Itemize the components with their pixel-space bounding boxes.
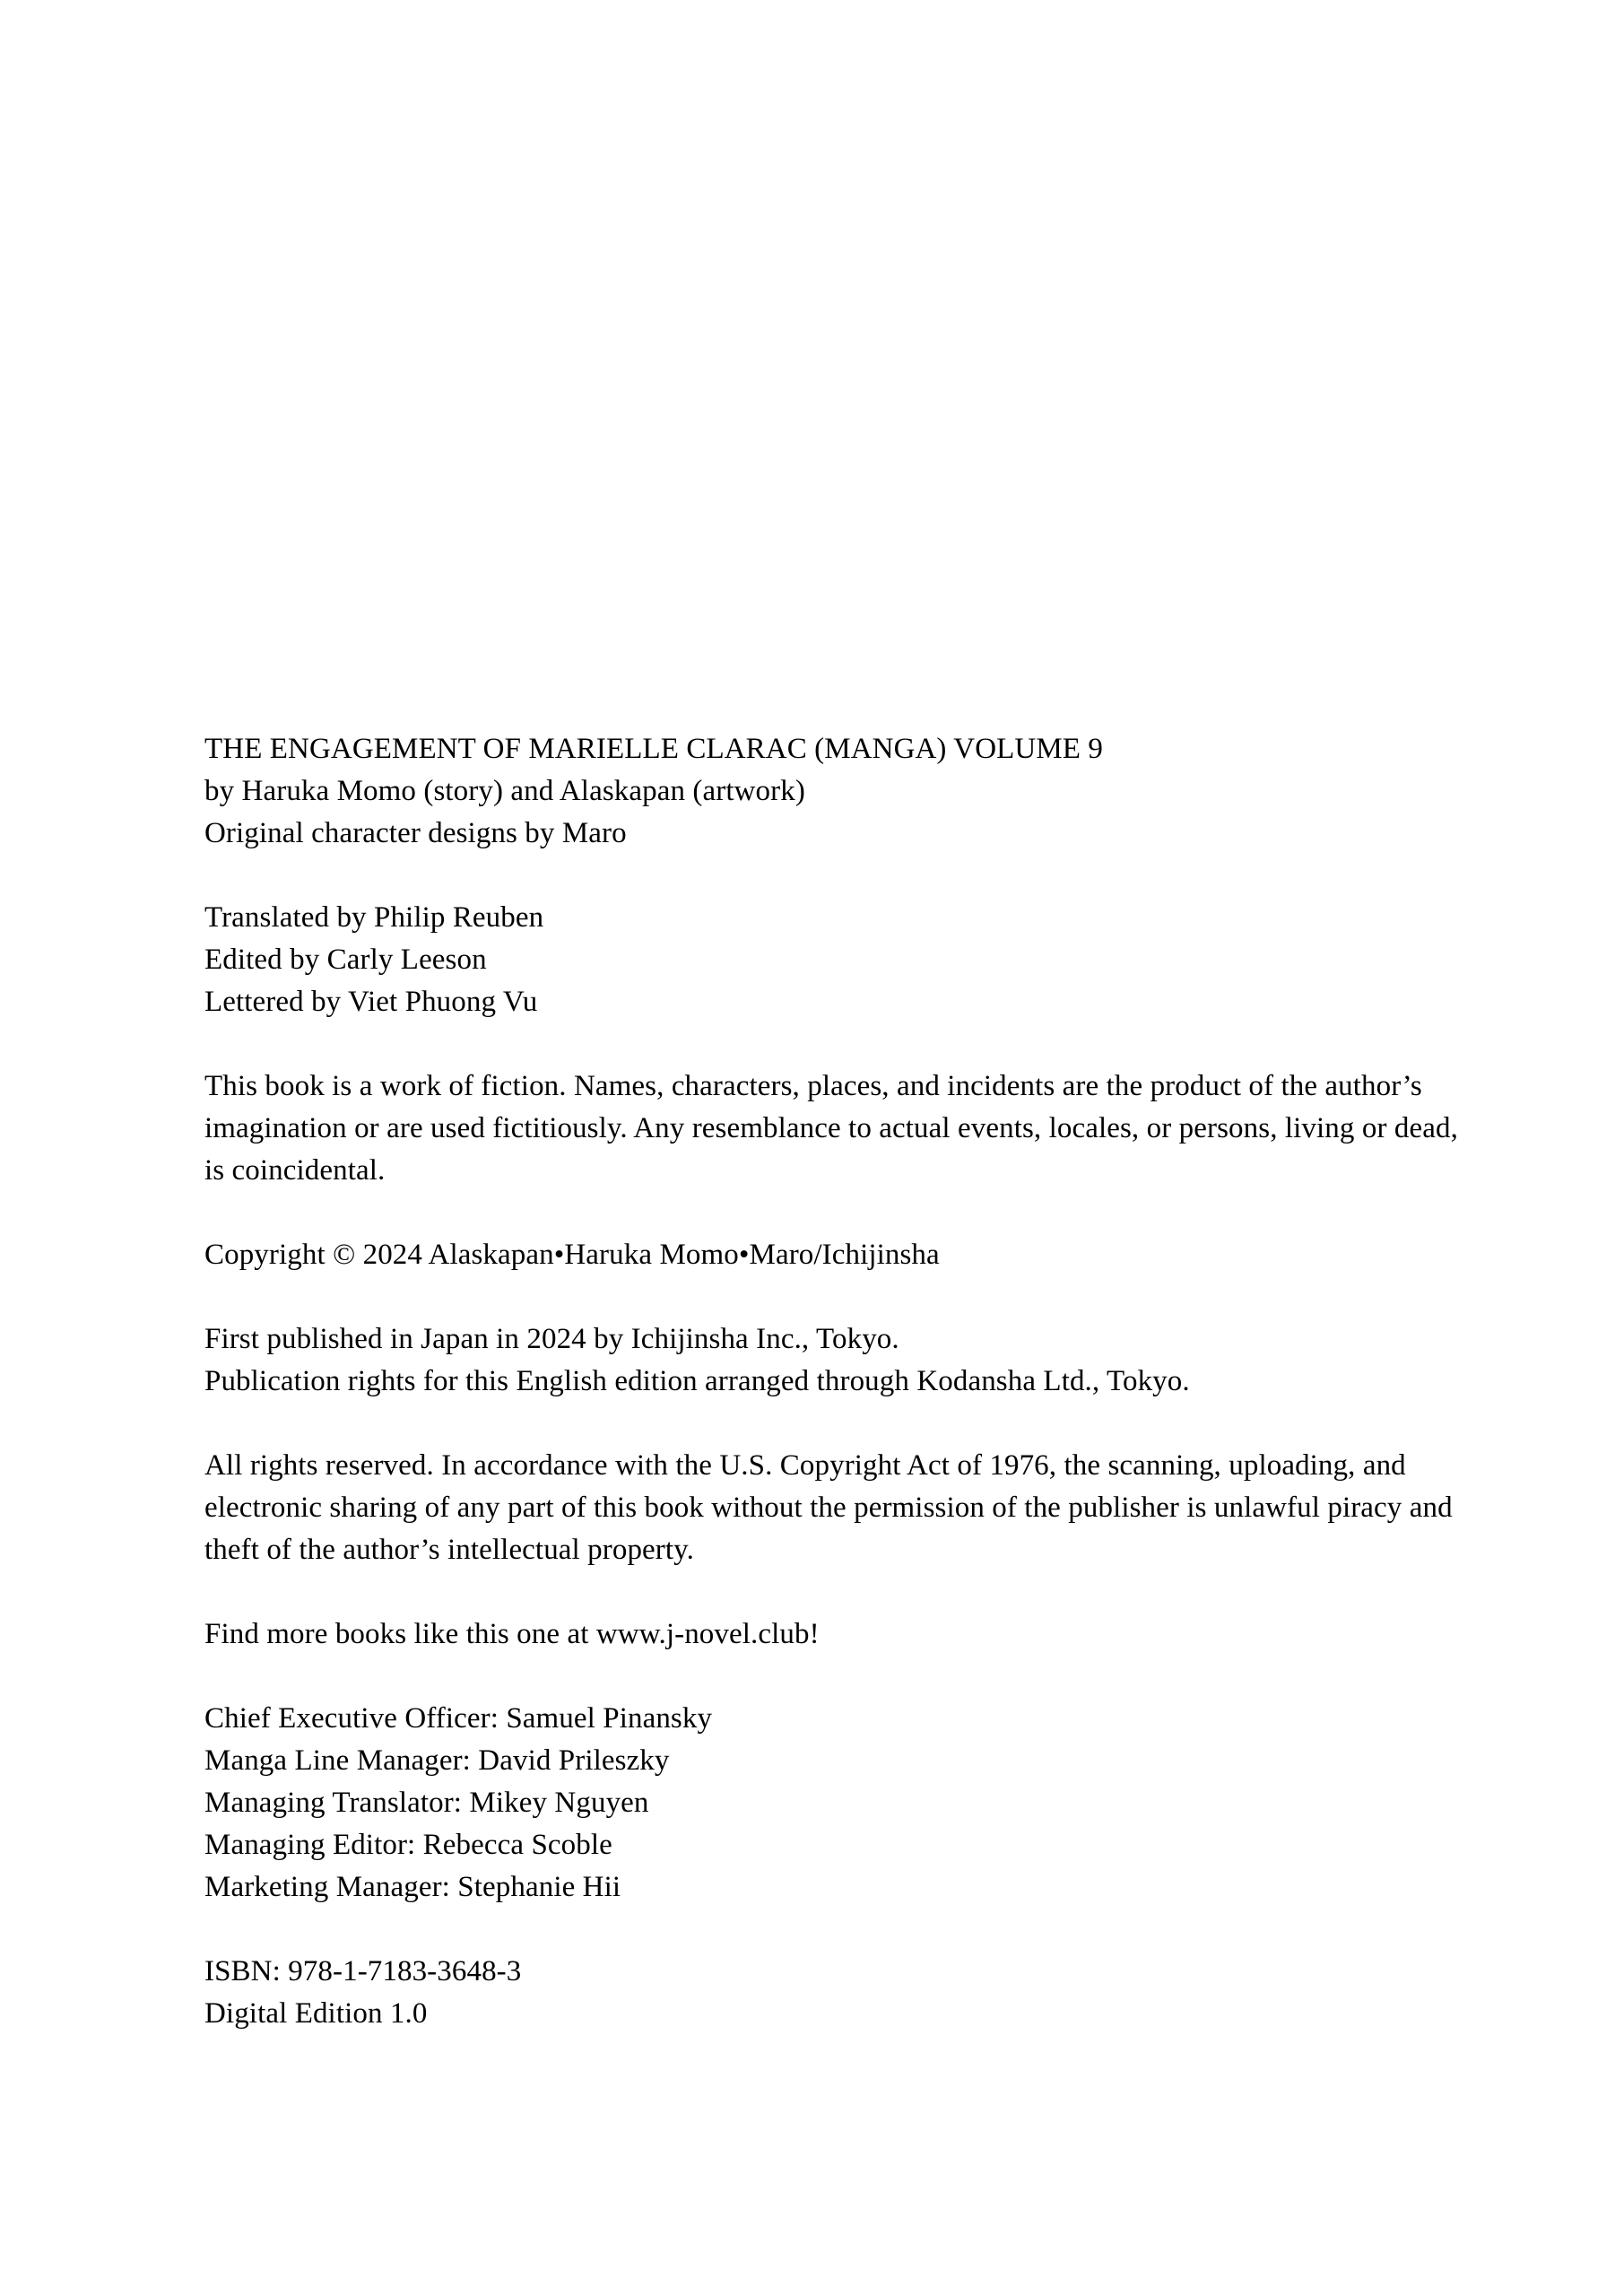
isbn-line: ISBN: 978-1-7183-3648-3 bbox=[204, 1955, 522, 1987]
staff-managing-editor: Managing Editor: Rebecca Scoble bbox=[204, 1829, 612, 1861]
staff-list bbox=[204, 1698, 1481, 1909]
rights-arranged-line: Publication rights for this English edition arranged through Kodansha Ltd., Tokyo. bbox=[204, 1365, 1190, 1397]
staff-managing-translator: Managing Translator: Mikey Nguyen bbox=[204, 1787, 649, 1819]
title-block bbox=[204, 728, 1481, 855]
staff-marketing-manager: Marketing Manager: Stephanie Hii bbox=[204, 1871, 621, 1903]
letterer-credit: Lettered by Viet Phuong Vu bbox=[204, 986, 538, 1018]
book-title: THE ENGAGEMENT OF MARIELLE CLARAC (MANGA) VOLUME 9 bbox=[204, 733, 1103, 765]
copyright-page bbox=[204, 728, 1481, 2035]
promo-block bbox=[204, 1613, 1481, 1656]
digital-edition-line: Digital Edition 1.0 bbox=[204, 1997, 428, 2030]
staff-manga-line-manager: Manga Line Manager: David Prileszky bbox=[204, 1744, 670, 1777]
copyright-block bbox=[204, 1234, 1481, 1276]
rights-notice: All rights reserved. In accordance with the U.S. Copyright Act of 1976, the scanning, uploading, and electronic sharing of any part of this book without the permission of the publisher is unlawful piracy and theft of the author’s intellectual property. bbox=[204, 1449, 1453, 1566]
byline: by Haruka Momo (story) and Alaskapan (artwork) bbox=[204, 775, 805, 807]
first-published-line: First published in Japan in 2024 by Ichijinsha Inc., Tokyo. bbox=[204, 1323, 899, 1355]
localization-credits-block bbox=[204, 897, 1481, 1023]
editor-credit: Edited by Carly Leeson bbox=[204, 944, 487, 976]
promo-line: Find more books like this one at www.j-novel.club! bbox=[204, 1618, 820, 1650]
translator-credit: Translated by Philip Reuben bbox=[204, 901, 544, 934]
staff-ceo: Chief Executive Officer: Samuel Pinansky bbox=[204, 1702, 713, 1735]
edition-block bbox=[204, 1951, 1481, 2035]
copyright-line: Copyright © 2024 Alaskapan•Haruka Momo•Maro/Ichijinsha bbox=[204, 1239, 940, 1271]
fiction-disclaimer: This book is a work of fiction. Names, characters, places, and incidents are the product of the author’s imagination or are used fictitiously. Any resemblance to actual events, locales, or persons, living or dead, is coincidental. bbox=[204, 1070, 1458, 1187]
character-designs-credit: Original character designs by Maro bbox=[204, 817, 627, 849]
publication-block bbox=[204, 1318, 1481, 1403]
